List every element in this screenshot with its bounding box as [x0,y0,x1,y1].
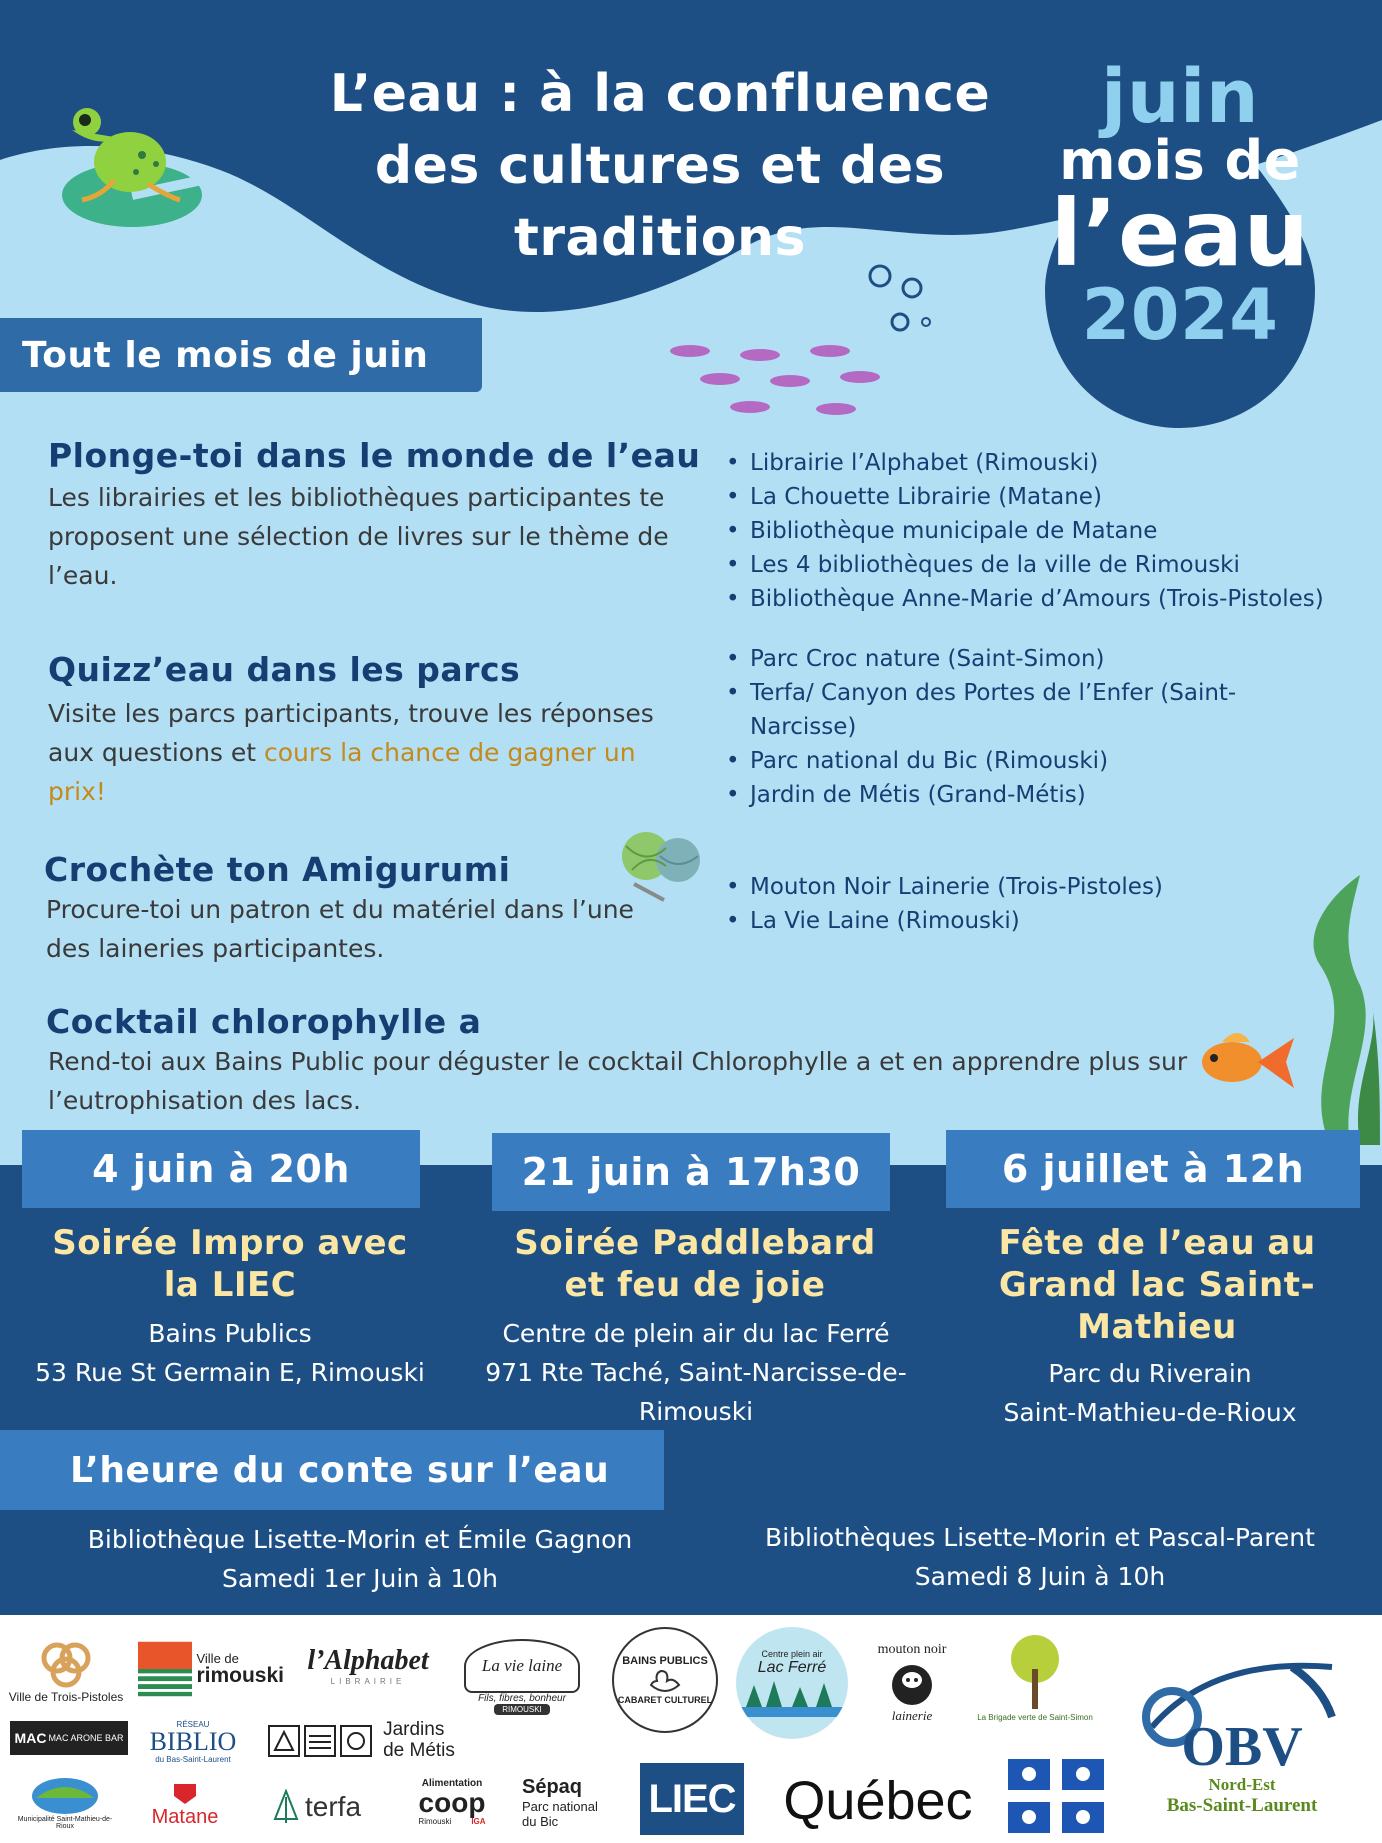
event-title: Soirée Paddlebard et feu de joie [514,1223,876,1305]
logo-text: coop [418,1787,486,1818]
quebec-flag-icon [1008,1759,1104,1833]
logo-text: Matane [151,1805,219,1828]
activity-description: Rend-toi aux Bains Public pour déguster le cocktail Chlorophylle a et en apprendre plus sur l’eutrophisation des lacs. [48,1047,1188,1115]
fish-school-icon [660,335,890,425]
jardins-metis-logo [258,1713,464,1769]
list-item: • Jardin de Métis (Grand-Métis) [724,778,1284,812]
month-banner [0,318,482,392]
prize-highlight: cours la chance de gagner un prix! [48,738,636,806]
logo-text: Bas-Saint-Laurent [1166,1795,1318,1816]
month-banner-label: Tout le mois de juin [22,334,429,376]
logo-text: Nord-Est [1208,1775,1276,1794]
story-place: Bibliothèques Lisette-Morin et Pascal-Parent [765,1523,1315,1552]
logo-text: Parc national [522,1798,598,1814]
trois-pistoles-logo [6,1629,126,1715]
logo-text: CABARET CULTUREL [617,1695,713,1705]
logo-text: La Brigade verte de Saint-Simon [977,1712,1093,1722]
logo-text: LIEC [648,1776,736,1821]
duck-icon [647,1667,683,1695]
logo-text: terfa [304,1791,362,1822]
logo-text: Lac Ferré [757,1659,827,1676]
activity-title: Plonge-toi dans le monde de l’eau [48,436,701,475]
activity-places-list [724,642,1284,812]
list-item: • Parc national du Bic (Rimouski) [724,744,1284,778]
list-item: • Les 4 bibliothèques de la ville de Rimouski [724,548,1364,582]
logo-text: MAC ARONE BAR [48,1733,124,1743]
logo-text: MAC [14,1730,47,1746]
logo-text: Alimentation [421,1778,483,1789]
coop-logo [396,1765,508,1839]
logo-text: BAINS PUBLICS [622,1655,708,1667]
badge-juin: juin [1100,54,1260,140]
list-item: • Bibliothèque Anne-Marie d’Amours (Trois-Pistoles) [724,582,1364,616]
story-time: Samedi 1er Juin à 10h [221,1564,499,1593]
badge-eau: l’eau [1050,180,1310,287]
event-address [478,1314,914,1431]
obv-logo [1122,1627,1362,1837]
logo-text: Centre plein air [761,1649,823,1659]
frog-icon [52,100,202,230]
matane-crest-icon [172,1782,198,1806]
logo-text: BIBLIO [149,1727,237,1756]
story-session [720,1518,1360,1596]
event-street: Saint-Mathieu-de-Rioux [1003,1398,1297,1427]
logo-text: IGA [471,1817,486,1826]
title-line-1: L’eau : à la confluence [329,64,991,124]
activity-description: Les librairies et les bibliothèques participantes te proposent une sélection de livres sur le thème de l’eau. [48,483,669,590]
bubbles-icon [860,260,940,340]
matane-logo [140,1775,230,1835]
list-item: • La Vie Laine (Rimouski) [724,904,1284,938]
terfa-logo [262,1785,372,1829]
event-date-banner [22,1130,420,1208]
activity-title: Cocktail chlorophylle a [46,1002,482,1041]
story-session [40,1520,680,1598]
event-address [970,1354,1330,1432]
event-venue: Bains Publics [148,1319,312,1348]
terfa-tree-icon [273,1789,299,1825]
trois-pistoles-emblem-icon [39,1640,93,1690]
sepaq-logo [522,1765,632,1839]
logo-text: RÉSEAU [176,1720,210,1729]
logo-text: Québec [783,1771,973,1831]
logo-text: OBV [1181,1716,1303,1778]
mouton-noir-logo [860,1627,964,1739]
badge-year: 2024 [1081,274,1279,356]
quebec-logo [760,1765,996,1837]
list-item: • Mouton Noir Lainerie (Trois-Pistoles) [724,870,1284,904]
list-item: • Bibliothèque municipale de Matane [724,514,1364,548]
activity-description-text: Visite les parcs participants, trouve les réponses aux questions et [48,699,654,767]
logo-text: Ville de Trois-Pistoles [8,1690,124,1704]
logo-text: du Bas-Saint-Laurent [155,1755,231,1764]
event-venue: Centre de plein air du lac Ferré [502,1319,890,1348]
logo-text: l’Alphabet [307,1644,429,1676]
logo-text: mouton noir [877,1642,947,1657]
logo-text: RIMOUSKI [494,1704,550,1715]
activity-places-list [724,446,1364,616]
mac-logo [10,1721,128,1755]
logo-text: de Métis [383,1740,455,1761]
event-date: 6 juillet à 12h [1001,1147,1305,1191]
event-title: Fête de l’eau au Grand lac Saint-Mathieu [998,1223,1316,1347]
logo-text: Rimouski [418,1817,452,1826]
sheep-icon [887,1658,937,1708]
sponsor-logos [0,1615,1382,1843]
story-time: Samedi 8 Juin à 10h [914,1562,1166,1591]
logo-text: Ville de [196,1651,239,1666]
title-line-2: des cultures et des [374,136,946,196]
list-item: • La Chouette Librairie (Matane) [724,480,1364,514]
rimouski-sun-icon [138,1641,192,1697]
st-mathieu-logo [10,1771,120,1835]
event-address [10,1314,450,1392]
lac-ferre-logo [736,1627,848,1739]
event-street: 971 Rte Taché, Saint-Narcisse-de-Rimouski [485,1358,907,1426]
goldfish-icon [1192,1020,1300,1106]
liec-logo [640,1763,744,1835]
fleur-de-lis-flag-icon [1008,1759,1104,1833]
event-date: 21 juin à 17h30 [521,1150,861,1194]
forest-icon [736,1677,848,1717]
vie-laine-logo [460,1625,584,1729]
logo-text: Municipalité Saint-Mathieu-de-Rioux [17,1816,113,1830]
event-date: 4 juin à 20h [92,1147,350,1191]
logo-text: Jardins [383,1719,445,1741]
story-place: Bibliothèque Lisette-Morin et Émile Gagnon [87,1525,633,1554]
logo-text: lainerie [891,1708,933,1723]
logo-text: du Bic [522,1813,559,1829]
activity-description: Procure-toi un patron et du matériel dans l’une des laineries participantes. [46,895,634,963]
activity-title: Quizz’eau dans les parcs [48,650,521,689]
list-item: • Librairie l’Alphabet (Rimouski) [724,446,1364,480]
logo-text: Fils, fibres, bonheur [478,1693,566,1704]
jardins-metis-icon [267,1724,373,1758]
title-line-3: traditions [513,208,806,268]
logo-text: rimouski [196,1664,284,1687]
tree-icon [1005,1633,1065,1713]
reseau-biblio-logo [140,1707,246,1777]
badge-text [1040,54,1320,356]
activity-places-list [724,870,1284,938]
event-venue: Parc du Riverain [1048,1359,1252,1388]
alphabet-logo [290,1637,446,1693]
activity-description [48,694,688,811]
story-banner-label: L’heure du conte sur l’eau [70,1449,610,1491]
logo-text: La vie laine [464,1639,580,1693]
brigade-verte-logo [968,1627,1102,1727]
logo-text: Sépaq [522,1775,583,1798]
list-item: • Terfa/ Canyon des Portes de l’Enfer (Saint-Narcisse) [724,676,1284,744]
logo-text: LIBRAIRIE [330,1676,406,1686]
event-date-banner [492,1133,890,1211]
badge-mois-de: mois de [1059,129,1301,192]
st-mathieu-emblem-icon [30,1776,100,1816]
list-item: • Parc Croc nature (Saint-Simon) [724,642,1284,676]
activity-title: Crochète ton Amigurumi [44,850,511,889]
story-banner [0,1430,664,1510]
rimouski-logo [138,1639,284,1699]
event-date-banner [946,1130,1360,1208]
event-title: Soirée Impro avec la LIEC [52,1223,408,1305]
bains-publics-logo [612,1627,718,1733]
event-street: 53 Rue St Germain E, Rimouski [35,1358,425,1387]
poster-title [280,58,1040,274]
